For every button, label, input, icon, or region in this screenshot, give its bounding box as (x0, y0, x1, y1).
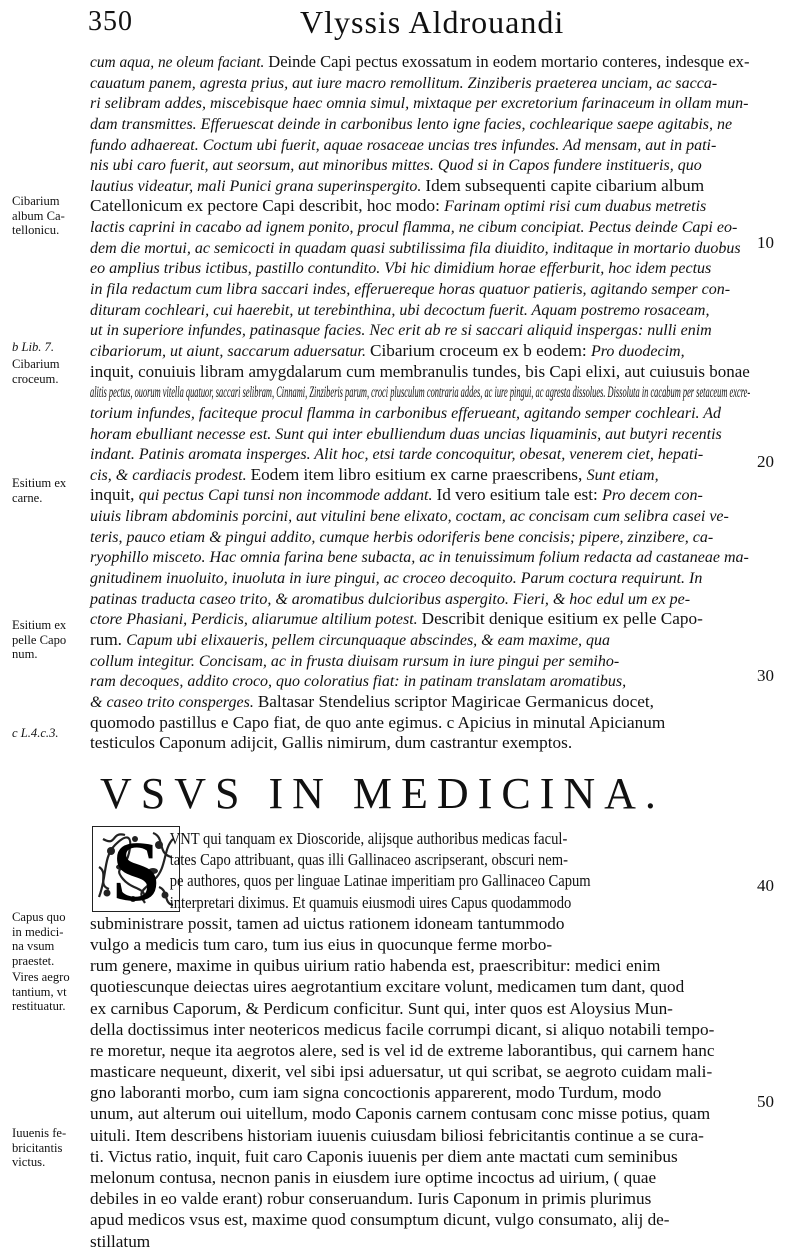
text-run: ctore Phasiani, Perdicis, aliarumue altilium potest. (90, 611, 422, 629)
text-line (90, 135, 750, 156)
margin-note-esitium-carne: Esitium ex carne. (12, 476, 67, 505)
text-line (90, 444, 750, 465)
text-run: fundo adhaereat. Coctum ubi fuerit, aquae rosaceae uncias tres infundes. Ad mensam, aut in pati- (90, 136, 717, 154)
section-text-line: unum, aut alterum oui uitellum, modo Caponis carnem contusam conc misse potius, quam (90, 1104, 711, 1124)
text-line (90, 485, 750, 506)
section-text-line: masticare nequeunt, dixerit, vel sibi ipsi aduersatur, ut qui scribat, se aegroto cuidam mali- (90, 1062, 713, 1082)
text-run: dem die mortui, ac semicocti in quadam quasi subtilissima fila diuidito, inditaque in mortario duobus (90, 239, 741, 257)
text-line (90, 692, 750, 713)
text-run: inquit, (90, 485, 139, 505)
line-number-30: 30 (757, 666, 774, 685)
text-run: lautius videatur, mali Punici grana superinspergito. (90, 177, 426, 195)
section-text-line: VNT qui tanquam ex Dioscoride, alijsque authoribus medicas facul- (169, 829, 568, 848)
text-run: alitis pectus, ouorum vitella quatuor, saccari selibram, Cinnami, Zinziberis parum, croci plusculum contraria addes, ac iure pingui, ac agresta dissolues. Dissoluta in cacabum per setaceum excre- (90, 384, 751, 402)
text-run: cis, & cardiacis prodest. (90, 466, 251, 484)
section-text-line: vulgo a medicis tum caro, tum ius eius in quocunque ferme morbo- (90, 934, 553, 954)
text-run: patinas traducta caseo trito, & aromatibus dulcioribus aspergito. Fieri, & hoc edul um ex pe- (90, 590, 691, 608)
text-run: Describit denique esitium ex pelle Capo- (421, 609, 703, 629)
section-text-line: della doctissimus inter neotericos medicus facile corrumpi dicant, si aliquo notabili tempo- (90, 1019, 715, 1039)
text-line (90, 671, 750, 692)
section-text-line: interpretari diximus. Et quamuis eiusmodi uires Capus quodammodo (169, 892, 572, 912)
text-line (90, 361, 750, 383)
text-line (90, 176, 750, 197)
margin-note-vires: Vires aegro tantium, vt restituatur. (12, 970, 70, 1013)
text-run: quomodo pastillus e Capo fiat, de quo ante egimus. c Apicius in minutal Apicianum (90, 712, 666, 732)
line-number-50: 50 (757, 1092, 774, 1111)
text-run: cauatum panem, agresta prius, aut iure macro remollitum. Zinziberis praeterea unciam, ac sacca- (90, 74, 718, 92)
text-run: horam ebulliant necesse est. Sunt qui inter ebulliendum duas uncias liquaminis, aut butyri recentis (90, 425, 722, 443)
text-run: inquit, conuiuis libram amygdalarum cum membranulis tundes, bis Capi elixi, aut cuiusuis bonae (90, 361, 750, 381)
text-line (90, 300, 750, 321)
text-run: in fila redactum cum libra saccari indes, efferuereque horas quatuor patieris, agitando semper con- (90, 281, 731, 299)
text-line (90, 217, 750, 238)
text-run: ut in superiore infundes, patinasque facies. Nec erit ab re si saccari aliquid inspergas: nulli enim (90, 322, 712, 340)
text-run: Deinde Capi pectus exossatum in eodem mortario conteres, indesque ex- (268, 52, 750, 71)
text-run: torium infundes, faciteque procul flamma in carbonibus efferueant, agitando semper cochleari. Ad (90, 404, 722, 422)
text-line (90, 73, 750, 94)
text-run: Capum ubi elixaueris, pellem circunquaque abscindes, & eam maxime, qua (126, 631, 611, 649)
text-line (90, 424, 750, 445)
text-line (90, 568, 750, 589)
text-line (90, 465, 750, 486)
line-number-40: 40 (757, 876, 774, 895)
drop-cap-letter: S (112, 823, 160, 919)
text-line (90, 238, 750, 259)
text-line (90, 733, 750, 754)
margin-note-cibarium-croceum: Cibarium croceum. (12, 357, 60, 386)
running-head: Vlyssis Aldrouandi (300, 4, 565, 40)
text-run: cibariorum, ut aiunt, saccarum aduersatur. (90, 342, 370, 360)
text-line (90, 341, 750, 362)
margin-ref-lib7: b Lib. 7. (12, 340, 54, 354)
text-run: Pro duodecim, (590, 342, 685, 360)
text-line (90, 320, 750, 341)
section-text-line: pe authores, quos per linguae Latinae imperitiam pro Gallinaceo Capum (169, 871, 591, 891)
text-run: Pro decem con- (602, 487, 703, 505)
text-line (90, 506, 750, 527)
text-line (90, 279, 750, 300)
text-line (90, 382, 751, 403)
text-run: Farinam optimi risi cum duabus metretis (444, 198, 707, 216)
margin-note-esitium-pelle: Esitium ex pelle Capo num. (12, 618, 67, 661)
text-run: dam transmittes. Efferuescat deinde in carbonibus lento igne facies, cochlearique saepe agitabis, ne (90, 115, 733, 133)
section-text-line: gno laboranti morbo, cum iam signa concoctionis apparerent, modo Turdum, modo (90, 1083, 662, 1103)
text-run: ryophillo misceto. Hac omnia farina bene subacta, ac in tenuissimum folium redacta ad castaneae ma- (90, 549, 749, 567)
margin-note-capus-medicina: Capus quo in medici- na vsum praestet. (12, 910, 66, 968)
section-text-line: ti. Victus ratio, inquit, fuit caro Caponis iuuenis per diem ante mactati cum seminibus (90, 1146, 678, 1166)
text-run: indant. Patinis aromata insperges. Alit hoc, etsi tarde concoquitur, obesat, venerem ciet, hepati- (90, 446, 704, 464)
text-run: Id vero esitium tale est: (436, 485, 603, 505)
text-run: teris, pauco etiam & pingui addito, cumque herbis odoriferis bene concisis; pipere, zinzibere, ca- (90, 528, 714, 546)
text-run: eo amplius tribus ictibus, pastillo contundito. Vbi hic dimidium horae efferburit, hoc idem pectus (90, 260, 712, 278)
text-line (90, 258, 750, 279)
text-run: Catellonicum ex pectore Capi describit, hoc modo: (90, 196, 445, 216)
section-text-line: tates Capo attribuant, quas illi Gallinaceo ascripserant, obscuri nem- (169, 850, 568, 870)
text-run: uiuis libram abdominis porcini, aut vitulini bene elixato, coctam, ac concisam cum selibra casei ve- (90, 508, 729, 526)
text-line (90, 155, 750, 176)
line-number-20: 20 (757, 452, 774, 471)
text-line (90, 547, 750, 568)
section-text-line: rum genere, maxime in quibus uirium ratio habenda est, praescribitur: medici enim (90, 956, 661, 976)
text-line (90, 114, 750, 135)
margin-ref-l4c3: c L.4.c.3. (12, 726, 59, 740)
text-run: rum. (90, 629, 127, 649)
text-run: qui pectus Capi tunsi non incommode addant. (138, 487, 437, 505)
text-line (90, 196, 750, 217)
text-line (90, 609, 750, 630)
section-text-line: debiles in eo valde erant) robur conseruandum. Iuris Caponum in primis plurimus (90, 1189, 652, 1209)
line-number-10: 10 (757, 233, 774, 252)
section-text-line: apud medicos vsus est, maxime quod consumptum dicunt, vulgo consumato, alij de- (90, 1210, 670, 1230)
page-number: 350 (88, 6, 133, 37)
text-run: lactis caprini in cacabo ad ignem ponito, procul flamma, ne cibum concipiat. Pectus deinde Capi eo- (90, 219, 738, 237)
text-line (90, 403, 750, 424)
text-run: cum aqua, ne oleum faciant. (90, 54, 269, 71)
text-line (90, 52, 750, 73)
section-text-line: re moretur, neque ita aegrotos alere, sed is vel id de extreme laborantibus, qui carnem hanc (90, 1040, 715, 1060)
text-run: Eodem item libro esitium ex carne praescribens, (250, 464, 587, 484)
text-run: collum integitur. Concisam, ac in frusta diuisam rursum in iure pingui per semiho- (90, 652, 620, 670)
section-text-line: melonum contusa, necnon panis in eiusdem iure optime incoctus ad uirium, ( quae (90, 1168, 657, 1187)
text-line (90, 630, 750, 651)
text-line (90, 589, 750, 610)
section-text-line: quotiescunque deiectas uires aegrotantium excitare volunt, medicamen tum dant, quod (90, 977, 685, 997)
text-line (90, 651, 750, 672)
text-run: Sunt etiam, (586, 466, 659, 484)
text-run: ri selibram addes, miscebisque haec omnia simul, mixtaque per excretorium farinaceum in ollam mun- (90, 95, 749, 113)
text-run: gnitudinem inuoluito, inuoluta in iure pingui, ac croceo decoquito. Parum coctura requirunt. In (90, 570, 703, 588)
text-run: testiculos Caponum adijcit, Gallis nimirum, dum castrantur exemptos. (90, 733, 573, 753)
text-run: Idem subsequenti capite cibarium album (425, 175, 705, 195)
text-run: Baltasar Stendelius scriptor Magiricae Germanicus docet, (257, 691, 654, 711)
text-run: & caseo trito consperges. (90, 693, 258, 711)
margin-note-iuuenis: Iuuenis fe- bricitantis victus. (12, 1126, 67, 1169)
section-text-line: subministrare possit, tamen ad uictus rationem idoneam tantummodo (90, 913, 565, 933)
text-line (90, 527, 750, 548)
text-run: Cibarium croceum ex b eodem: (370, 340, 591, 360)
section-text-line: uituli. Item describens historiam iuuenis cuiusdam biliosi febricitantis continue a se cura- (90, 1125, 704, 1145)
main-text-block (90, 52, 750, 754)
text-line (90, 93, 750, 114)
section-heading: VSVS IN MEDICINA. (100, 769, 665, 818)
text-run: dituram cochleari, cui haerebit, ut terebinthina, ubi decoctum fuerit. Aquam postremo rosaceam, (90, 301, 710, 319)
section-text-block (90, 828, 750, 1252)
margin-note-cibarium-album: Cibarium album Ca- tellonicu. (12, 194, 65, 237)
text-line (90, 713, 750, 734)
section-text-line: ex carnibus Caporum, & Perdicum conficitur. Sunt qui, inter quos est Aloysius Mun- (90, 998, 673, 1018)
text-run: nis ubi caro fuerit, aut seorsum, aut minoribus mittes. Quod si in Capos fundere institueris, quo (90, 157, 702, 175)
section-text-line: stillatum (90, 1231, 151, 1251)
text-run: ram decoques, addito croco, quo coloratius fiat: in patinam translatam aromatibus, (90, 673, 627, 691)
